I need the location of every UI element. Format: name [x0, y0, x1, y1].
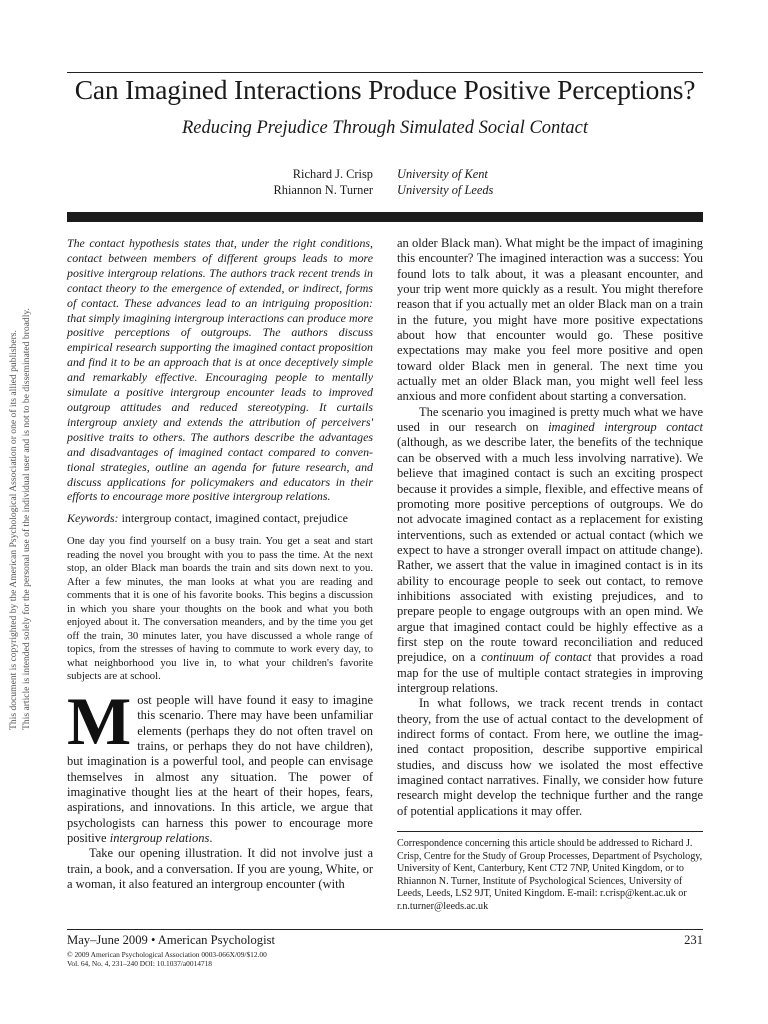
volume-line: Vol. 64, No. 4, 231–240 DOI: 10.1037/a0014718 — [67, 959, 213, 969]
header-divider — [67, 212, 703, 222]
scenario-text: The scenario you imagined is pretty much what we have used in our research on — [397, 404, 703, 435]
author-name: Rhiannon N. Turner — [273, 183, 373, 197]
scenario-text: that provides a road map for the use of multiple contact strategies in improving intergroup relations. — [397, 650, 703, 695]
body-paragraph — [397, 405, 703, 697]
author-affiliations — [397, 166, 493, 198]
author-affiliation: University of Leeds — [397, 183, 494, 197]
side-note-line-2: This article is intended solely for the personal use of the individual user and is not to be disseminated broadly. — [21, 308, 32, 730]
article-subtitle: Reducing Prejudice Through Simulated Social Contact — [181, 118, 589, 138]
publication-info — [67, 950, 267, 968]
article-title: Can Imagined Interactions Produce Positive Perceptions? — [74, 74, 696, 105]
body-paragraph: Take our opening illustration. It did not involve just a train, a book, and a conversation. If you are young, White, or a woman, it also featured an intergroup encounter (with — [67, 846, 373, 891]
footnote-rule — [397, 831, 703, 832]
scenario-text: (although, as we describe later, the benefits of the technique can be observed with a much less involving narrative). We believe that imagined contact is such an exciting prospect because it provides a simple, flexible, and effective means of promoting more positive perceptions of outgroups. We do not advocate imagined contact as a replacement for existing interventions, such as extended or actual contact (which we expect to have a stronger overall impact on attitude change). Rather, we assert that the value in imagined contact is in its ability to encourage people to seek out contact, to remove inhibitions associated with existing prejudices, and to prepare people to engage outgroups with an open mind. We argue that imagined contact could be highly effective as a first step on the route toward reconciliation and reduced prejudice, on a — [397, 435, 703, 665]
author-affiliation: University of Kent — [397, 167, 488, 181]
author-name: Richard J. Crisp — [292, 167, 373, 181]
body-paragraph: In what follows, we track recent trends in contact theory, from the use of actual contact to the development of indirect forms of contact. From here, we outline the imagined contact proposition, describe supportive empirical studies, and discuss how we isolated the most effective imagined contact narratives. Finally, we consider how future research might develop the technique further and the range of potential applications it may offer. — [397, 696, 703, 818]
intro-end: . — [209, 830, 213, 845]
scenario-italic: imagined intergroup contact — [548, 420, 703, 435]
copyright-side-note — [6, 260, 40, 730]
intro-paragraph — [67, 682, 373, 846]
abstract: The contact hypothesis states that, under the right conditions, contact between members of different groups leads to more positive intergroup relations. The authors track recent trends in contact theory to the emergence of extended, or indirect, forms of contact. These advances lead to an intriguing proposition: that simply imagining intergroup interactions can produce more positive perceptions of outgroups. The authors discuss empirical research supporting the imagined contact proposition and find it to be an approach that is at once deceptively simple and remarkably effective. Encouraging people to mentally simulate a positive intergroup encounter leads to improved outgroup attitudes and reduced stereotyping. It curtails intergroup anxiety and extends the attribution of perceivers' positive traits to others. The authors describe the advantages and disadvantages of imagined contact compared to conventional strategies, outline an agenda for future research, and discuss applications for policymakers and educators in their efforts to encourage more positive intergroup relations. — [67, 236, 373, 504]
keywords-text: intergroup contact, imagined contact, prejudice — [121, 511, 348, 526]
top-rule — [67, 72, 703, 73]
drop-cap: M — [67, 682, 132, 759]
scenario-italic: continuum of contact — [481, 650, 592, 665]
correspondence-note: Correspondence concerning this article should be addressed to Richard J. Crisp, Centre for the Study of Group Processes, Department of Psychology, University of Kent, Canterbury, Kent CT2 7NP, United Kingdom, or to Rhiannon N. Turner, Institute of Psychological Sciences, University of Leeds, Leeds, LS2 9JT, United Kingdom. E-mail: r.crisp@kent.ac.uk or r.n.turner@leeds.ac.uk — [397, 838, 703, 912]
keywords-label: Keywords: — [67, 511, 119, 526]
copyright-line: © 2009 American Psychological Association 0003-066X/09/$12.00 — [67, 950, 267, 959]
footer-rule — [67, 929, 703, 930]
opening-scenario: One day you find yourself on a busy train. You get a seat and start reading the novel you brought with you to pass the time. At the next stop, an older Black man boards the train and sits down next to you. After a few minutes, the man looks at what you are reading and comments that it is one of his favorite books. This begins a discussion in which you share your thoughts on the book and what you both enjoyed about it. The conversation meanders, and by the time you get off the train, 30 minutes later, you have discussed a whole range of topics, from the stresses of having to commute to work every day, to what neighborhood you live in, to what your children's favorite subjects are at school. — [67, 535, 373, 683]
side-note-line-1: This document is copyrighted by the American Psychological Association or one of its allied publishers. — [8, 330, 19, 730]
right-column — [397, 236, 703, 819]
author-names — [274, 166, 373, 198]
journal-issue: May–June 2009 • American Psychologist — [67, 933, 275, 947]
left-column — [67, 236, 373, 892]
keywords — [67, 511, 373, 526]
intro-text: ost people will have found it easy to imagine this scenario. There may have been unfamiliar elements (perhaps they do not often travel on trains, or perhaps they do not have children), but imagination is a powerful tool, and people can envisage themselves in almost any situation. The power of imaginative thought lies at the heart of their hopes, fears, aspirations, and innovations. In this article, we argue that psychologists can harness this power to encourage more positive — [67, 692, 373, 845]
intro-italic: intergroup relations — [109, 830, 210, 845]
page-number: 231 — [684, 933, 703, 947]
body-paragraph: an older Black man). What might be the impact of imagining this encounter? The imagined interaction was a success: You found lots to talk about, it was a pleasant encounter, and your trip went more quickly as a result. You might therefore reason that if you actually met an older Black man on a train in the future, you might have more positive expectations about how that encounter would go. These positive expectations may make you feel more positive and open toward older Black men in general. The next time you actually met an older Black man, you might well feel less anxious and more confident about starting a conversation. — [397, 236, 703, 404]
